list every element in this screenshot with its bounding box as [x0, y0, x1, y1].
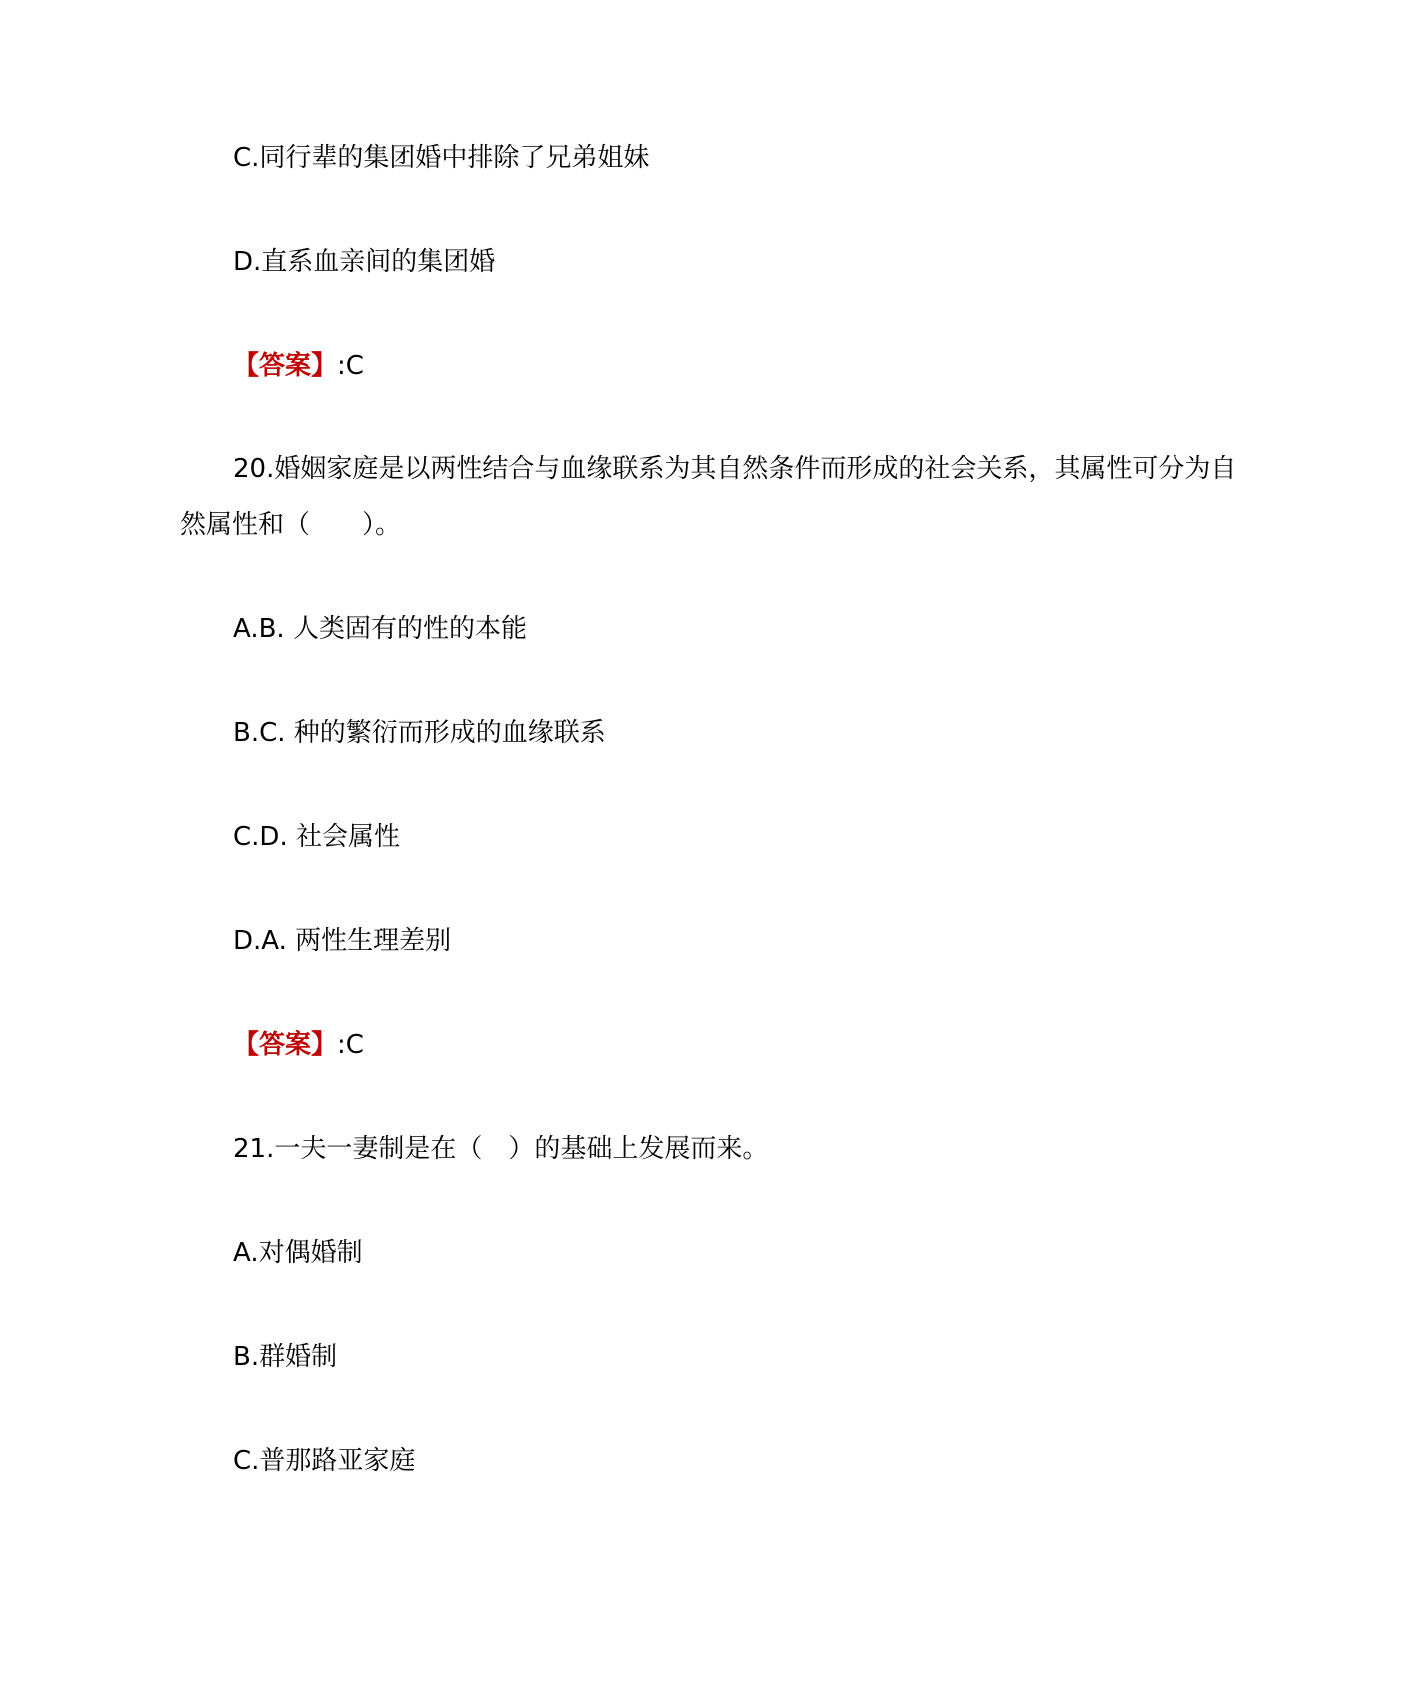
answer-value: :C [337, 351, 364, 381]
q21-option-c: C.普那路亚家庭 [233, 1446, 416, 1476]
q20-option-b: B.C. 种的繁衍而形成的血缘联系 [233, 718, 606, 748]
q20-stem: 20.婚姻家庭是以两性结合与血缘联系为其自然条件而形成的社会关系，其属性可分为自然属性和（ ）。 [180, 454, 1237, 540]
q19-option-c: C.同行辈的集团婚中排除了兄弟姐妹 [233, 143, 650, 173]
q21-option-b: B.群婚制 [233, 1342, 338, 1372]
q21-option-a: A.对偶婚制 [233, 1238, 363, 1268]
answer-label: 【答案】 [233, 1030, 338, 1060]
q20-option-a: A.B. 人类固有的性的本能 [233, 614, 527, 644]
q19-answer [233, 349, 364, 383]
q20-option-c: C.D. 社会属性 [233, 822, 400, 852]
q20-option-d: D.A. 两性生理差别 [233, 926, 452, 956]
q20-answer [233, 1028, 364, 1062]
q21-stem: 21.一夫一妻制是在（ ）的基础上发展而来。 [233, 1134, 769, 1164]
answer-label: 【答案】 [233, 351, 338, 381]
q19-option-d: D.直系血亲间的集团婚 [233, 247, 496, 277]
answer-value: :C [337, 1030, 364, 1060]
